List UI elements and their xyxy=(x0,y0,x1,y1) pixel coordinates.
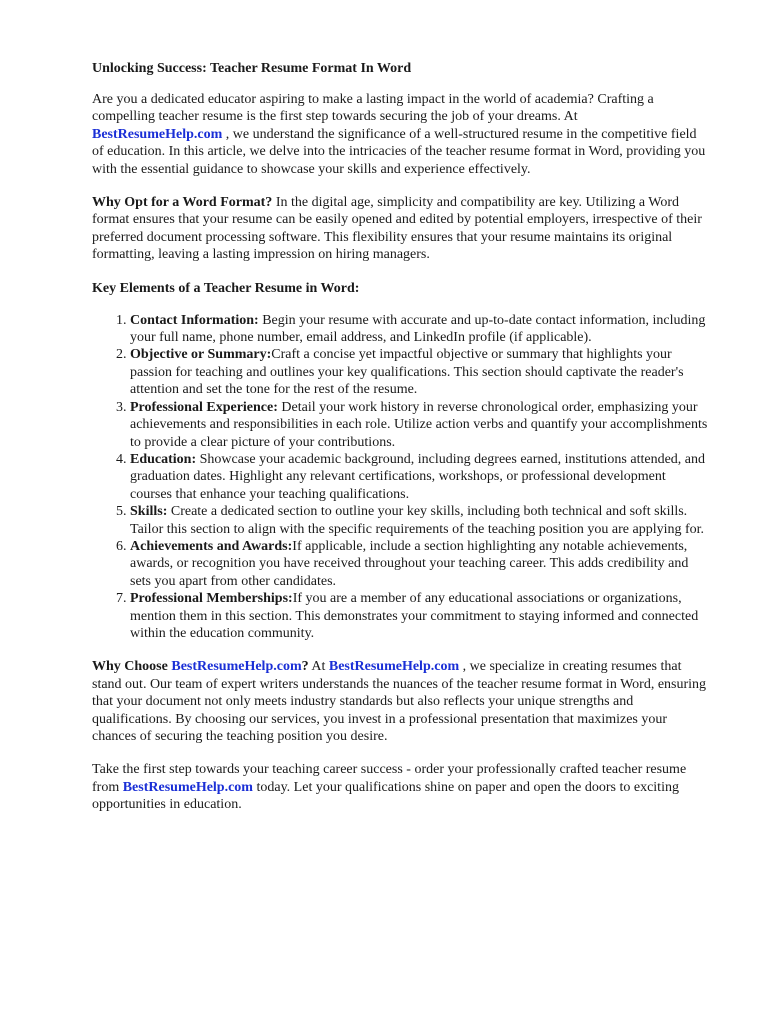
list-item xyxy=(130,399,708,451)
list-item-label: Professional Memberships: xyxy=(130,591,293,607)
list-item-label: Contact Information: xyxy=(130,312,259,328)
list-item-label: Education: xyxy=(130,451,197,467)
list-item xyxy=(130,451,708,503)
key-elements-list xyxy=(92,312,708,643)
closing-text-1: Take the first step towards your teaching career success - order your professionally crafted teacher resume from xyxy=(92,762,687,795)
intro-link[interactable]: BestResumeHelp.com xyxy=(92,126,223,142)
list-item-text: If applicable, include a section highlighting any notable achievements, awards, or recognition you have received throughout your teaching career. This adds credibility and sets you apart from other candidates. xyxy=(130,538,689,589)
list-item-label: Achievements and Awards: xyxy=(130,538,293,554)
list-item-label: Objective or Summary: xyxy=(130,347,272,363)
why-choose-at: At xyxy=(311,659,326,675)
list-item xyxy=(130,312,708,347)
intro-text-2: , we understand the significance of a well-structured resume in the competitive field of education. In this article, we delve into the intricacies of the teacher resume format in Word, providing you with the essential guidance to showcase your skills and experience effectively. xyxy=(92,126,706,177)
list-item-text: If you are a member of any educational associations or organizations, mention them in this section. This demonstrates your commitment to staying informed and connected within the education community. xyxy=(130,591,699,641)
list-item-text: Craft a concise yet impactful objective or summary that highlights your passion for teaching and outlines your key qualifications. This section should captivate the reader's attention and set the tone for the rest of the resume. xyxy=(130,347,684,398)
why-choose-heading-prefix: Why Choose xyxy=(92,659,168,675)
closing-link[interactable]: BestResumeHelp.com xyxy=(122,779,253,795)
list-item-text: Showcase your academic background, including degrees earned, institutions attended, and graduation dates. Highlight any relevant certifications, workshops, or professional development courses that enhance your teaching qualifications. xyxy=(130,451,706,502)
page-title: Unlocking Success: Teacher Resume Format In Word xyxy=(92,61,412,76)
intro-text-1: Are you a dedicated educator aspiring to make a lasting impact in the world of academia? Crafting a compelling teacher resume is the first step towards securing the job of your dreams. At xyxy=(92,92,654,125)
why-choose-heading-link[interactable]: BestResumeHelp.com xyxy=(171,659,302,675)
list-item xyxy=(130,538,708,590)
list-item-text: Detail your work history in reverse chronological order, emphasizing your achievements and responsibilities in each role. Utilize action verbs and quantify your accomplishments to provide a clear picture of your contributions. xyxy=(130,399,708,450)
why-word-text: In the digital age, simplicity and compatibility are key. Utilizing a Word format ensures that your resume can be easily opened and edited by potential employers, irrespective of their preferred document processing software. This flexibility ensures that your resume maintains its original formatting, leaving a lasting impression on hiring managers. xyxy=(92,195,702,263)
closing-text-2: today. Let your qualifications shine on paper and open the doors to exciting opportunities in education. xyxy=(92,779,679,813)
key-elements-heading: Key Elements of a Teacher Resume in Word: xyxy=(92,280,360,296)
closing-paragraph xyxy=(92,761,708,813)
list-item-label: Professional Experience: xyxy=(130,399,278,415)
why-choose-heading-suffix: ? xyxy=(301,659,309,675)
list-item-label: Skills: xyxy=(130,504,168,520)
list-item-text: Begin your resume with accurate and up-to-date contact information, including your full name, phone number, email address, and LinkedIn profile (if applicable). xyxy=(130,312,706,346)
list-item xyxy=(130,590,708,642)
list-item xyxy=(130,503,708,538)
list-item xyxy=(130,346,708,398)
why-choose-text: , we specialize in creating resumes that stand out. Our team of expert writers understands the nuances of the teacher resume format in Word, ensuring that your document not only meets industry standards but also reflects your unique strengths and qualifications. By choosing our services, you invest in a professional presentation that maximizes your chances of securing the teaching position you desire. xyxy=(92,659,707,744)
list-item-text: Create a dedicated section to outline your key skills, including both technical and soft skills. Tailor this section to align with the specific requirements of the teaching position you are applying for. xyxy=(130,504,705,537)
why-word-heading: Why Opt for a Word Format? xyxy=(92,195,273,211)
why-choose-paragraph xyxy=(92,658,708,745)
why-word-paragraph xyxy=(92,194,708,264)
intro-paragraph xyxy=(92,91,708,178)
why-choose-link[interactable]: BestResumeHelp.com xyxy=(328,659,460,675)
